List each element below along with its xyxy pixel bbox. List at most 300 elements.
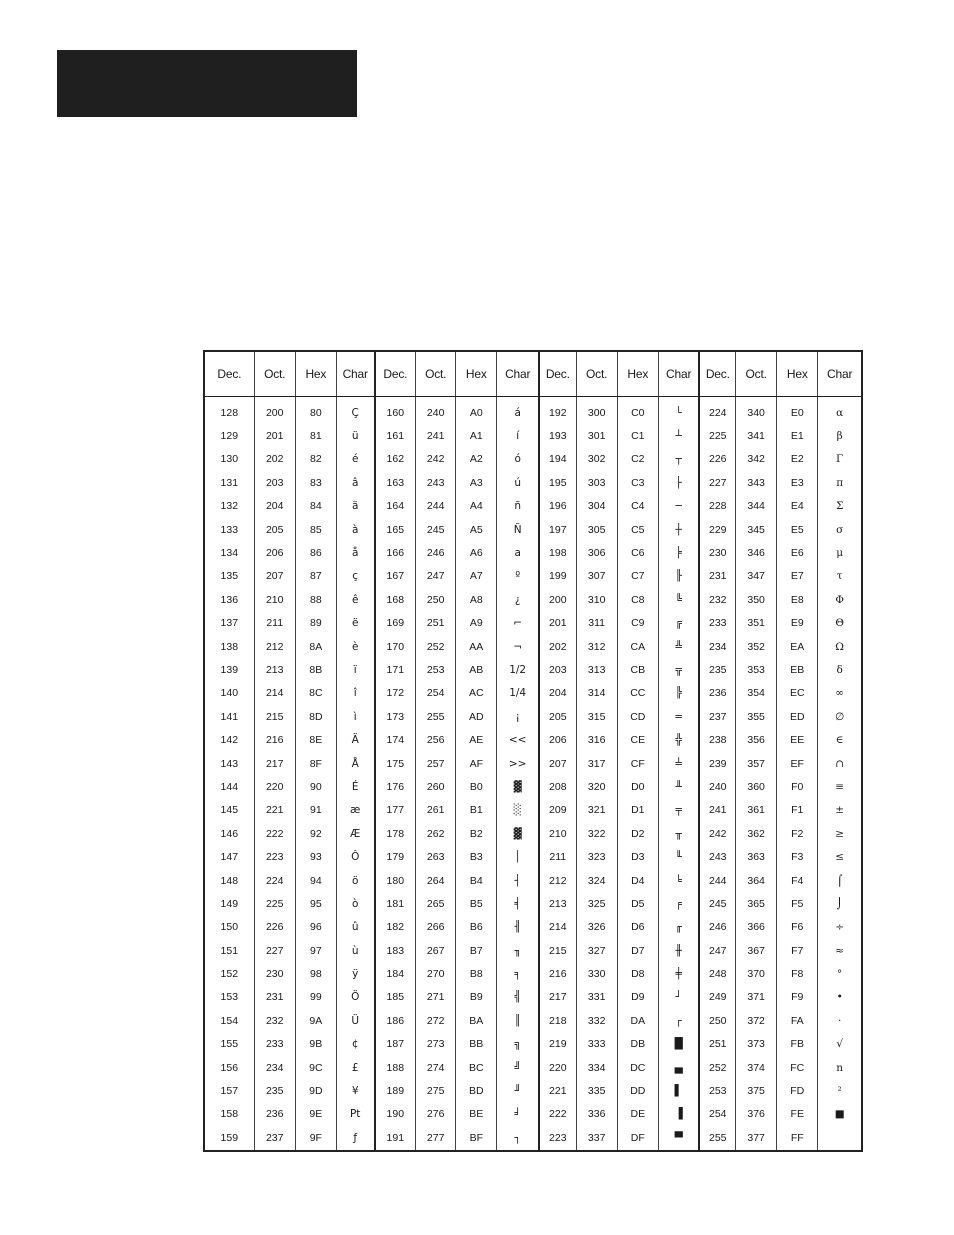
column-header-hex: Hex bbox=[456, 351, 497, 397]
char-cell: ≡ bbox=[818, 775, 862, 798]
char-cell: î bbox=[336, 682, 374, 705]
dec-cell: 235 bbox=[699, 658, 735, 681]
dec-cell: 244 bbox=[699, 869, 735, 892]
hex-cell: E1 bbox=[777, 424, 818, 447]
hex-cell: A3 bbox=[456, 471, 497, 494]
char-cell: ╪ bbox=[658, 962, 699, 985]
oct-cell: 371 bbox=[736, 986, 777, 1009]
oct-cell: 266 bbox=[416, 916, 456, 939]
oct-cell: 345 bbox=[736, 518, 777, 541]
dec-cell: 227 bbox=[699, 471, 735, 494]
dec-cell: 239 bbox=[699, 752, 735, 775]
table-row bbox=[204, 397, 862, 425]
char-cell: ╕ bbox=[497, 962, 539, 985]
char-cell: ö bbox=[336, 869, 374, 892]
oct-cell: 347 bbox=[736, 565, 777, 588]
dec-cell: 151 bbox=[220, 944, 239, 957]
oct-cell: 226 bbox=[254, 916, 295, 939]
dec-cell: 164 bbox=[375, 495, 416, 518]
column-header-oct: Oct. bbox=[736, 351, 777, 397]
oct-cell: 241 bbox=[416, 424, 456, 447]
oct-cell: 367 bbox=[736, 939, 777, 962]
oct-cell: 350 bbox=[736, 588, 777, 611]
hex-cell: AB bbox=[456, 658, 497, 681]
hex-cell: D0 bbox=[617, 775, 658, 798]
char-cell: ¿ bbox=[497, 588, 539, 611]
hex-cell: B1 bbox=[456, 799, 497, 822]
dec-cell: 144 bbox=[220, 780, 239, 793]
oct-cell: 303 bbox=[576, 471, 617, 494]
char-cell: ¡ bbox=[497, 705, 539, 728]
dec-cell: 129 bbox=[220, 430, 239, 443]
hex-cell: C9 bbox=[617, 612, 658, 635]
dec-cell: 254 bbox=[699, 1103, 735, 1126]
oct-cell: 217 bbox=[254, 752, 295, 775]
dec-cell: 172 bbox=[375, 682, 416, 705]
dec-cell: 150 bbox=[220, 921, 239, 934]
table-row bbox=[204, 1103, 862, 1126]
char-cell: ∅ bbox=[818, 705, 862, 728]
hex-cell: F8 bbox=[777, 962, 818, 985]
char-cell: ═ bbox=[658, 705, 699, 728]
column-header-dec: Dec. bbox=[699, 351, 735, 397]
oct-cell: 340 bbox=[736, 397, 777, 425]
hex-cell: 99 bbox=[295, 986, 336, 1009]
oct-cell: 313 bbox=[576, 658, 617, 681]
dec-cell: 232 bbox=[699, 588, 735, 611]
hex-cell: 80 bbox=[295, 397, 336, 425]
hex-cell: DC bbox=[617, 1056, 658, 1079]
oct-cell: 242 bbox=[416, 448, 456, 471]
oct-cell: 310 bbox=[576, 588, 617, 611]
char-cell: û bbox=[336, 916, 374, 939]
hex-cell: C1 bbox=[617, 424, 658, 447]
dec-cell: 184 bbox=[375, 962, 416, 985]
hex-cell: F7 bbox=[777, 939, 818, 962]
dec-cell: 142 bbox=[220, 734, 239, 747]
char-cell: ╜ bbox=[497, 1079, 539, 1102]
oct-cell: 200 bbox=[254, 397, 295, 425]
oct-cell: 314 bbox=[576, 682, 617, 705]
hex-cell: B7 bbox=[456, 939, 497, 962]
dec-cell: 202 bbox=[539, 635, 576, 658]
table-row bbox=[204, 588, 862, 611]
dec-cell: 147 bbox=[220, 851, 239, 864]
hex-cell: BD bbox=[456, 1079, 497, 1102]
dec-cell: 153 bbox=[220, 991, 239, 1004]
dec-cell: 158 bbox=[220, 1108, 239, 1121]
dec-cell: 242 bbox=[699, 822, 735, 845]
hex-cell: 9C bbox=[295, 1056, 336, 1079]
char-cell: ┴ bbox=[658, 424, 699, 447]
table-row bbox=[204, 892, 862, 915]
dec-cell: 140 bbox=[220, 687, 239, 700]
dec-cell: 247 bbox=[699, 939, 735, 962]
dec-cell: 169 bbox=[375, 612, 416, 635]
oct-cell: 336 bbox=[576, 1103, 617, 1126]
dec-cell: 219 bbox=[539, 1033, 576, 1056]
table-row bbox=[204, 728, 862, 751]
dec-cell: 241 bbox=[699, 799, 735, 822]
hex-cell: E5 bbox=[777, 518, 818, 541]
char-cell: ² bbox=[818, 1079, 862, 1102]
oct-cell: 361 bbox=[736, 799, 777, 822]
hex-cell: CE bbox=[617, 728, 658, 751]
char-cell: ╟ bbox=[658, 565, 699, 588]
oct-cell: 365 bbox=[736, 892, 777, 915]
char-cell: π bbox=[818, 471, 862, 494]
char-cell: • bbox=[818, 986, 862, 1009]
dec-cell: 228 bbox=[699, 495, 735, 518]
hex-cell: 9B bbox=[295, 1033, 336, 1056]
table-row bbox=[204, 565, 862, 588]
table-row bbox=[204, 752, 862, 775]
table-row bbox=[204, 541, 862, 564]
dec-cell: 216 bbox=[539, 962, 576, 985]
dec-cell: 179 bbox=[375, 845, 416, 868]
char-cell: æ bbox=[336, 799, 374, 822]
hex-cell: A0 bbox=[456, 397, 497, 425]
table-row bbox=[204, 635, 862, 658]
hex-cell: EB bbox=[777, 658, 818, 681]
table-row bbox=[204, 1126, 862, 1150]
oct-cell: 271 bbox=[416, 986, 456, 1009]
char-cell: τ bbox=[818, 565, 862, 588]
dec-cell: 198 bbox=[539, 541, 576, 564]
table-row bbox=[204, 495, 862, 518]
dec-cell: 231 bbox=[699, 565, 735, 588]
oct-cell: 326 bbox=[576, 916, 617, 939]
char-cell: ╩ bbox=[658, 635, 699, 658]
char-cell: ê bbox=[336, 588, 374, 611]
hex-cell: EC bbox=[777, 682, 818, 705]
oct-cell: 233 bbox=[254, 1033, 295, 1056]
char-cell: è bbox=[336, 635, 374, 658]
char-cell: í bbox=[497, 424, 539, 447]
oct-cell: 377 bbox=[736, 1126, 777, 1150]
oct-cell: 275 bbox=[416, 1079, 456, 1102]
hex-cell: FE bbox=[777, 1103, 818, 1126]
dec-cell: 138 bbox=[220, 640, 239, 653]
oct-cell: 364 bbox=[736, 869, 777, 892]
dec-cell: 218 bbox=[539, 1009, 576, 1032]
hex-cell: CD bbox=[617, 705, 658, 728]
hex-cell: E8 bbox=[777, 588, 818, 611]
oct-cell: 223 bbox=[254, 845, 295, 868]
hex-cell: C4 bbox=[617, 495, 658, 518]
hex-cell: A9 bbox=[456, 612, 497, 635]
dec-cell: 173 bbox=[375, 705, 416, 728]
oct-cell: 210 bbox=[254, 588, 295, 611]
hex-cell: CB bbox=[617, 658, 658, 681]
hex-cell: 8B bbox=[295, 658, 336, 681]
oct-cell: 257 bbox=[416, 752, 456, 775]
column-header-char: Char bbox=[658, 351, 699, 397]
hex-cell: A2 bbox=[456, 448, 497, 471]
character-code-table bbox=[203, 350, 863, 1152]
dec-cell: 217 bbox=[539, 986, 576, 1009]
hex-cell: 8D bbox=[295, 705, 336, 728]
oct-cell: 356 bbox=[736, 728, 777, 751]
char-cell: ▓ bbox=[497, 775, 539, 798]
hex-cell: 81 bbox=[295, 424, 336, 447]
dec-cell: 196 bbox=[539, 495, 576, 518]
dec-cell: 188 bbox=[375, 1056, 416, 1079]
oct-cell: 203 bbox=[254, 471, 295, 494]
hex-cell: A7 bbox=[456, 565, 497, 588]
oct-cell: 312 bbox=[576, 635, 617, 658]
dec-cell: 157 bbox=[220, 1085, 239, 1098]
dec-cell: 245 bbox=[699, 892, 735, 915]
char-cell: δ bbox=[818, 658, 862, 681]
oct-cell: 305 bbox=[576, 518, 617, 541]
hex-cell: BC bbox=[456, 1056, 497, 1079]
oct-cell: 256 bbox=[416, 728, 456, 751]
header-row bbox=[204, 351, 862, 397]
oct-cell: 357 bbox=[736, 752, 777, 775]
char-cell: ≈ bbox=[818, 939, 862, 962]
oct-cell: 323 bbox=[576, 845, 617, 868]
char-cell: ╬ bbox=[658, 728, 699, 751]
dec-cell: 253 bbox=[699, 1079, 735, 1102]
dec-cell: 246 bbox=[699, 916, 735, 939]
oct-cell: 307 bbox=[576, 565, 617, 588]
char-cell: 1/2 bbox=[497, 658, 539, 681]
oct-cell: 352 bbox=[736, 635, 777, 658]
hex-cell: 9F bbox=[295, 1126, 336, 1150]
dec-cell: 134 bbox=[220, 547, 239, 560]
dec-cell: 152 bbox=[220, 968, 239, 981]
hex-cell: F2 bbox=[777, 822, 818, 845]
dec-cell: 165 bbox=[375, 518, 416, 541]
dec-cell: 191 bbox=[375, 1126, 416, 1150]
oct-cell: 224 bbox=[254, 869, 295, 892]
oct-cell: 216 bbox=[254, 728, 295, 751]
dec-cell: 236 bbox=[699, 682, 735, 705]
hex-cell: 96 bbox=[295, 916, 336, 939]
char-cell: >> bbox=[497, 752, 539, 775]
char-cell: ⌠ bbox=[818, 869, 862, 892]
hex-cell: CC bbox=[617, 682, 658, 705]
dec-cell: 207 bbox=[539, 752, 576, 775]
oct-cell: 333 bbox=[576, 1033, 617, 1056]
dec-cell: 176 bbox=[375, 775, 416, 798]
oct-cell: 300 bbox=[576, 397, 617, 425]
column-header-hex: Hex bbox=[617, 351, 658, 397]
char-cell: ╛ bbox=[497, 1103, 539, 1126]
hex-cell: DB bbox=[617, 1033, 658, 1056]
dec-cell: 186 bbox=[375, 1009, 416, 1032]
column-header-dec: Dec. bbox=[539, 351, 576, 397]
hex-cell: 8C bbox=[295, 682, 336, 705]
hex-cell: B6 bbox=[456, 916, 497, 939]
oct-cell: 324 bbox=[576, 869, 617, 892]
table-row bbox=[204, 612, 862, 635]
char-cell: ≤ bbox=[818, 845, 862, 868]
dec-cell: 251 bbox=[699, 1033, 735, 1056]
char-cell: ▌ bbox=[658, 1079, 699, 1102]
char-cell: ñ bbox=[497, 495, 539, 518]
hex-cell: E7 bbox=[777, 565, 818, 588]
hex-cell: BE bbox=[456, 1103, 497, 1126]
hex-cell: C2 bbox=[617, 448, 658, 471]
char-cell: ─ bbox=[658, 495, 699, 518]
char-cell: Ñ bbox=[497, 518, 539, 541]
dec-cell: 171 bbox=[375, 658, 416, 681]
oct-cell: 227 bbox=[254, 939, 295, 962]
hex-cell: DE bbox=[617, 1103, 658, 1126]
hex-cell: E9 bbox=[777, 612, 818, 635]
char-cell: ⌐ bbox=[497, 612, 539, 635]
char-cell: Θ bbox=[818, 612, 862, 635]
oct-cell: 311 bbox=[576, 612, 617, 635]
dec-cell: 226 bbox=[699, 448, 735, 471]
column-header-hex: Hex bbox=[777, 351, 818, 397]
dec-cell: 250 bbox=[699, 1009, 735, 1032]
hex-cell: FF bbox=[777, 1126, 818, 1150]
char-cell: ü bbox=[336, 424, 374, 447]
oct-cell: 204 bbox=[254, 495, 295, 518]
dec-cell: 141 bbox=[220, 710, 239, 723]
column-header-oct: Oct. bbox=[254, 351, 295, 397]
oct-cell: 376 bbox=[736, 1103, 777, 1126]
char-cell: ┬ bbox=[658, 448, 699, 471]
oct-cell: 250 bbox=[416, 588, 456, 611]
dec-cell: 145 bbox=[220, 804, 239, 817]
dec-cell: 143 bbox=[220, 757, 239, 770]
char-cell: ┐ bbox=[497, 1126, 539, 1150]
oct-cell: 343 bbox=[736, 471, 777, 494]
char-cell: ┌ bbox=[658, 1009, 699, 1032]
oct-cell: 373 bbox=[736, 1033, 777, 1056]
char-cell: ░ bbox=[497, 799, 539, 822]
hex-cell: AE bbox=[456, 728, 497, 751]
dec-cell: 252 bbox=[699, 1056, 735, 1079]
hex-cell: E4 bbox=[777, 495, 818, 518]
char-cell: ╚ bbox=[658, 588, 699, 611]
column-header-char: Char bbox=[497, 351, 539, 397]
dec-cell: 234 bbox=[699, 635, 735, 658]
dec-cell: 162 bbox=[375, 448, 416, 471]
char-cell: Å bbox=[336, 752, 374, 775]
char-cell: α bbox=[818, 397, 862, 425]
dec-cell: 148 bbox=[220, 874, 239, 887]
hex-cell: A8 bbox=[456, 588, 497, 611]
oct-cell: 374 bbox=[736, 1056, 777, 1079]
char-cell: ë bbox=[336, 612, 374, 635]
char-cell: μ bbox=[818, 541, 862, 564]
char-cell: ç bbox=[336, 565, 374, 588]
oct-cell: 320 bbox=[576, 775, 617, 798]
table-row bbox=[204, 424, 862, 447]
oct-cell: 301 bbox=[576, 424, 617, 447]
char-cell: 1/4 bbox=[497, 682, 539, 705]
table-row bbox=[204, 986, 862, 1009]
char-cell: ├ bbox=[658, 471, 699, 494]
oct-cell: 370 bbox=[736, 962, 777, 985]
char-cell: ╥ bbox=[658, 822, 699, 845]
char-cell: ° bbox=[818, 962, 862, 985]
dec-cell: 211 bbox=[539, 845, 576, 868]
dec-cell: 238 bbox=[699, 728, 735, 751]
dec-cell: 224 bbox=[699, 397, 735, 425]
column-header-hex: Hex bbox=[295, 351, 336, 397]
dec-cell: 181 bbox=[375, 892, 416, 915]
hex-cell: F0 bbox=[777, 775, 818, 798]
hex-cell: 88 bbox=[295, 588, 336, 611]
table-row bbox=[204, 869, 862, 892]
char-cell: ╣ bbox=[497, 986, 539, 1009]
oct-cell: 213 bbox=[254, 658, 295, 681]
char-cell: β bbox=[818, 424, 862, 447]
oct-cell: 235 bbox=[254, 1079, 295, 1102]
char-cell: ┘ bbox=[658, 986, 699, 1009]
hex-cell: BF bbox=[456, 1126, 497, 1150]
hex-cell: 97 bbox=[295, 939, 336, 962]
hex-cell: D6 bbox=[617, 916, 658, 939]
dec-cell: 222 bbox=[539, 1103, 576, 1126]
table-row bbox=[204, 705, 862, 728]
char-cell: ║ bbox=[497, 1009, 539, 1032]
oct-cell: 362 bbox=[736, 822, 777, 845]
dec-cell: 225 bbox=[699, 424, 735, 447]
char-cell: Σ bbox=[818, 495, 862, 518]
table-row bbox=[204, 1079, 862, 1102]
hex-cell: D3 bbox=[617, 845, 658, 868]
dec-cell: 177 bbox=[375, 799, 416, 822]
hex-cell: C0 bbox=[617, 397, 658, 425]
hex-cell: C5 bbox=[617, 518, 658, 541]
char-cell: ╔ bbox=[658, 612, 699, 635]
oct-cell: 335 bbox=[576, 1079, 617, 1102]
dec-cell: 180 bbox=[375, 869, 416, 892]
char-cell: │ bbox=[497, 845, 539, 868]
hex-cell: 91 bbox=[295, 799, 336, 822]
dec-cell: 248 bbox=[699, 962, 735, 985]
char-cell: ╢ bbox=[497, 916, 539, 939]
oct-cell: 212 bbox=[254, 635, 295, 658]
char-cell: ┤ bbox=[497, 869, 539, 892]
char-cell: ∈ bbox=[818, 728, 862, 751]
char-cell: └ bbox=[658, 397, 699, 425]
dec-cell: 155 bbox=[220, 1038, 239, 1051]
table-row bbox=[204, 799, 862, 822]
hex-cell: 85 bbox=[295, 518, 336, 541]
oct-cell: 222 bbox=[254, 822, 295, 845]
table-row bbox=[204, 448, 862, 471]
char-cell: ■ bbox=[818, 1103, 862, 1126]
char-cell: ò bbox=[336, 892, 374, 915]
dec-cell: 146 bbox=[220, 827, 239, 840]
hex-cell: B5 bbox=[456, 892, 497, 915]
char-cell: ┼ bbox=[658, 518, 699, 541]
oct-cell: 351 bbox=[736, 612, 777, 635]
hex-cell: 98 bbox=[295, 962, 336, 985]
oct-cell: 273 bbox=[416, 1033, 456, 1056]
dec-cell: 233 bbox=[699, 612, 735, 635]
char-cell: Φ bbox=[818, 588, 862, 611]
oct-cell: 202 bbox=[254, 448, 295, 471]
hex-cell: B4 bbox=[456, 869, 497, 892]
dec-cell: 130 bbox=[220, 453, 239, 466]
char-cell: ╖ bbox=[497, 939, 539, 962]
oct-cell: 321 bbox=[576, 799, 617, 822]
oct-cell: 306 bbox=[576, 541, 617, 564]
dec-cell: 168 bbox=[375, 588, 416, 611]
table-row bbox=[204, 1009, 862, 1032]
dec-cell: 132 bbox=[220, 500, 239, 513]
table-row bbox=[204, 822, 862, 845]
